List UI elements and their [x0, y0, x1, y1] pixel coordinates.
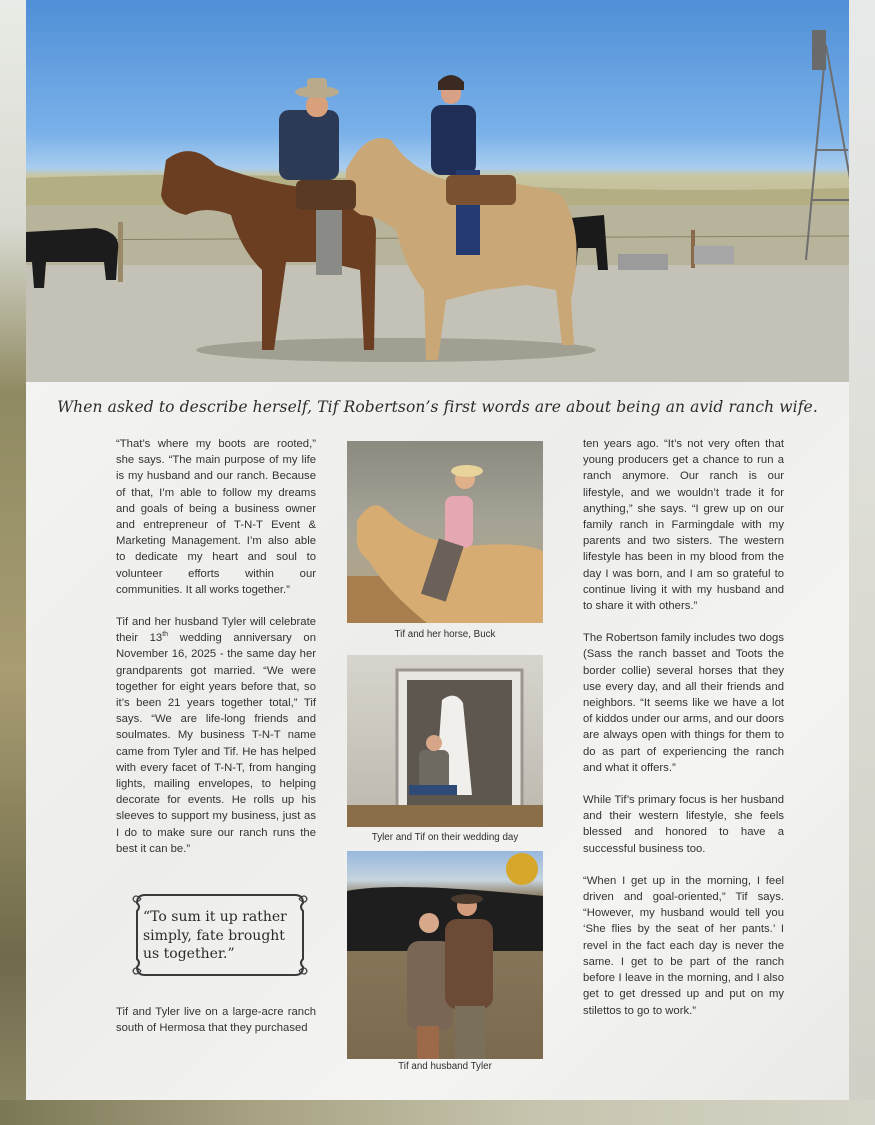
caption-photo-3: Tif and husband Tyler [398, 1061, 492, 1072]
pull-quote-text: “To sum it up rather simply, fate brought us together.” [143, 909, 287, 962]
hero-photo [26, 0, 849, 382]
caption-photo-1: Tif and her horse, Buck [394, 629, 496, 640]
paragraph-2-start: Tif and her husband Tyler will celebrate their 13 [116, 616, 316, 645]
pull-quote [131, 891, 309, 979]
column-left-paragraph-1: “That’s where my boots are rooted,” she says. “The main purpose of my life is my husband and our ranch. Because of that, I’m able to follow my dreams and goals of being a business owner and entrepreneur of T-N-T Event & Marketing Management. I’m also able to dedicate my heart and soul to volunteer efforts within our communities. It all works together.” [116, 438, 316, 596]
background-right-texture [849, 0, 875, 1125]
column-right-paragraph-3: While Tif’s primary focus is her husband and their western lifestyle, she feels blessed and honored to have a successful business too. [583, 794, 784, 855]
photo-tif-and-husband [347, 851, 543, 1059]
background-bottom-texture [0, 1100, 875, 1125]
caption-photo-2: Tyler and Tif on their wedding day [371, 832, 519, 843]
column-left-paragraph-3: Tif and Tyler live on a large-acre ranch south of Hermosa that they purchased [116, 1006, 316, 1035]
column-left-paragraph-2 [116, 614, 316, 857]
ordinal-superscript: th [162, 631, 169, 639]
article-headline: When asked to describe herself, Tif Robertson’s first words are about being an avid ranch wife. [57, 398, 818, 416]
column-right-paragraph-2: The Robertson family includes two dogs (Sass the ranch basset and Toots the border collie) several horses that they use every day, and all their friends and neighbors. “It seems like we have a lot of kiddos under our arms, and our doors are always open with things for them to do as part of experiencing the ranch and what it offers.” [583, 632, 784, 774]
column-left [116, 436, 316, 873]
photo-wedding-day [347, 655, 543, 827]
paragraph-2-rest: wedding anniversary on November 16, 2025 - the same day her grandparents got married. “We were together for eight years before that, so it’s been 21 years together total,” Tif says. “We are life-long friends and soulmates. My business T-N-T name came from Tyler and Tif. He has helped with every facet of T-N-T, from hanging lights, mailing envelopes, to helping decorate for events. He rolls up his sleeves to support my business, just as I do to make sure our ranch runs the best it can be.” [116, 632, 316, 855]
column-right-paragraph-1: ten years ago. “It’s not very often that young producers get a chance to run a ranch anymore. Our ranch is our lifestyle, and we wouldn’t trade it for anything,” she says. “I grew up on our family ranch in Farmingdale with my parents and two sisters. The western lifestyle has been in my blood from the day I was born, and I am so grateful to continue living it with my husband and to share it with others.” [583, 438, 784, 613]
column-right [583, 436, 784, 1035]
column-right-paragraph-4: “When I get up in the morning, I feel driven and goal-oriented,” Tif says. “However, my husband would tell you ‘She flies by the seat of her pants.’ I revel in the fact each day is never the same. I get to be part of the ranch before I leave in the morning, and I also get to get dressed up and put on my stilettos to go to work.” [583, 874, 784, 1017]
background-left-texture [0, 0, 26, 1125]
photo-tif-and-horse [347, 441, 543, 623]
column-left-bottom [116, 1004, 316, 1052]
